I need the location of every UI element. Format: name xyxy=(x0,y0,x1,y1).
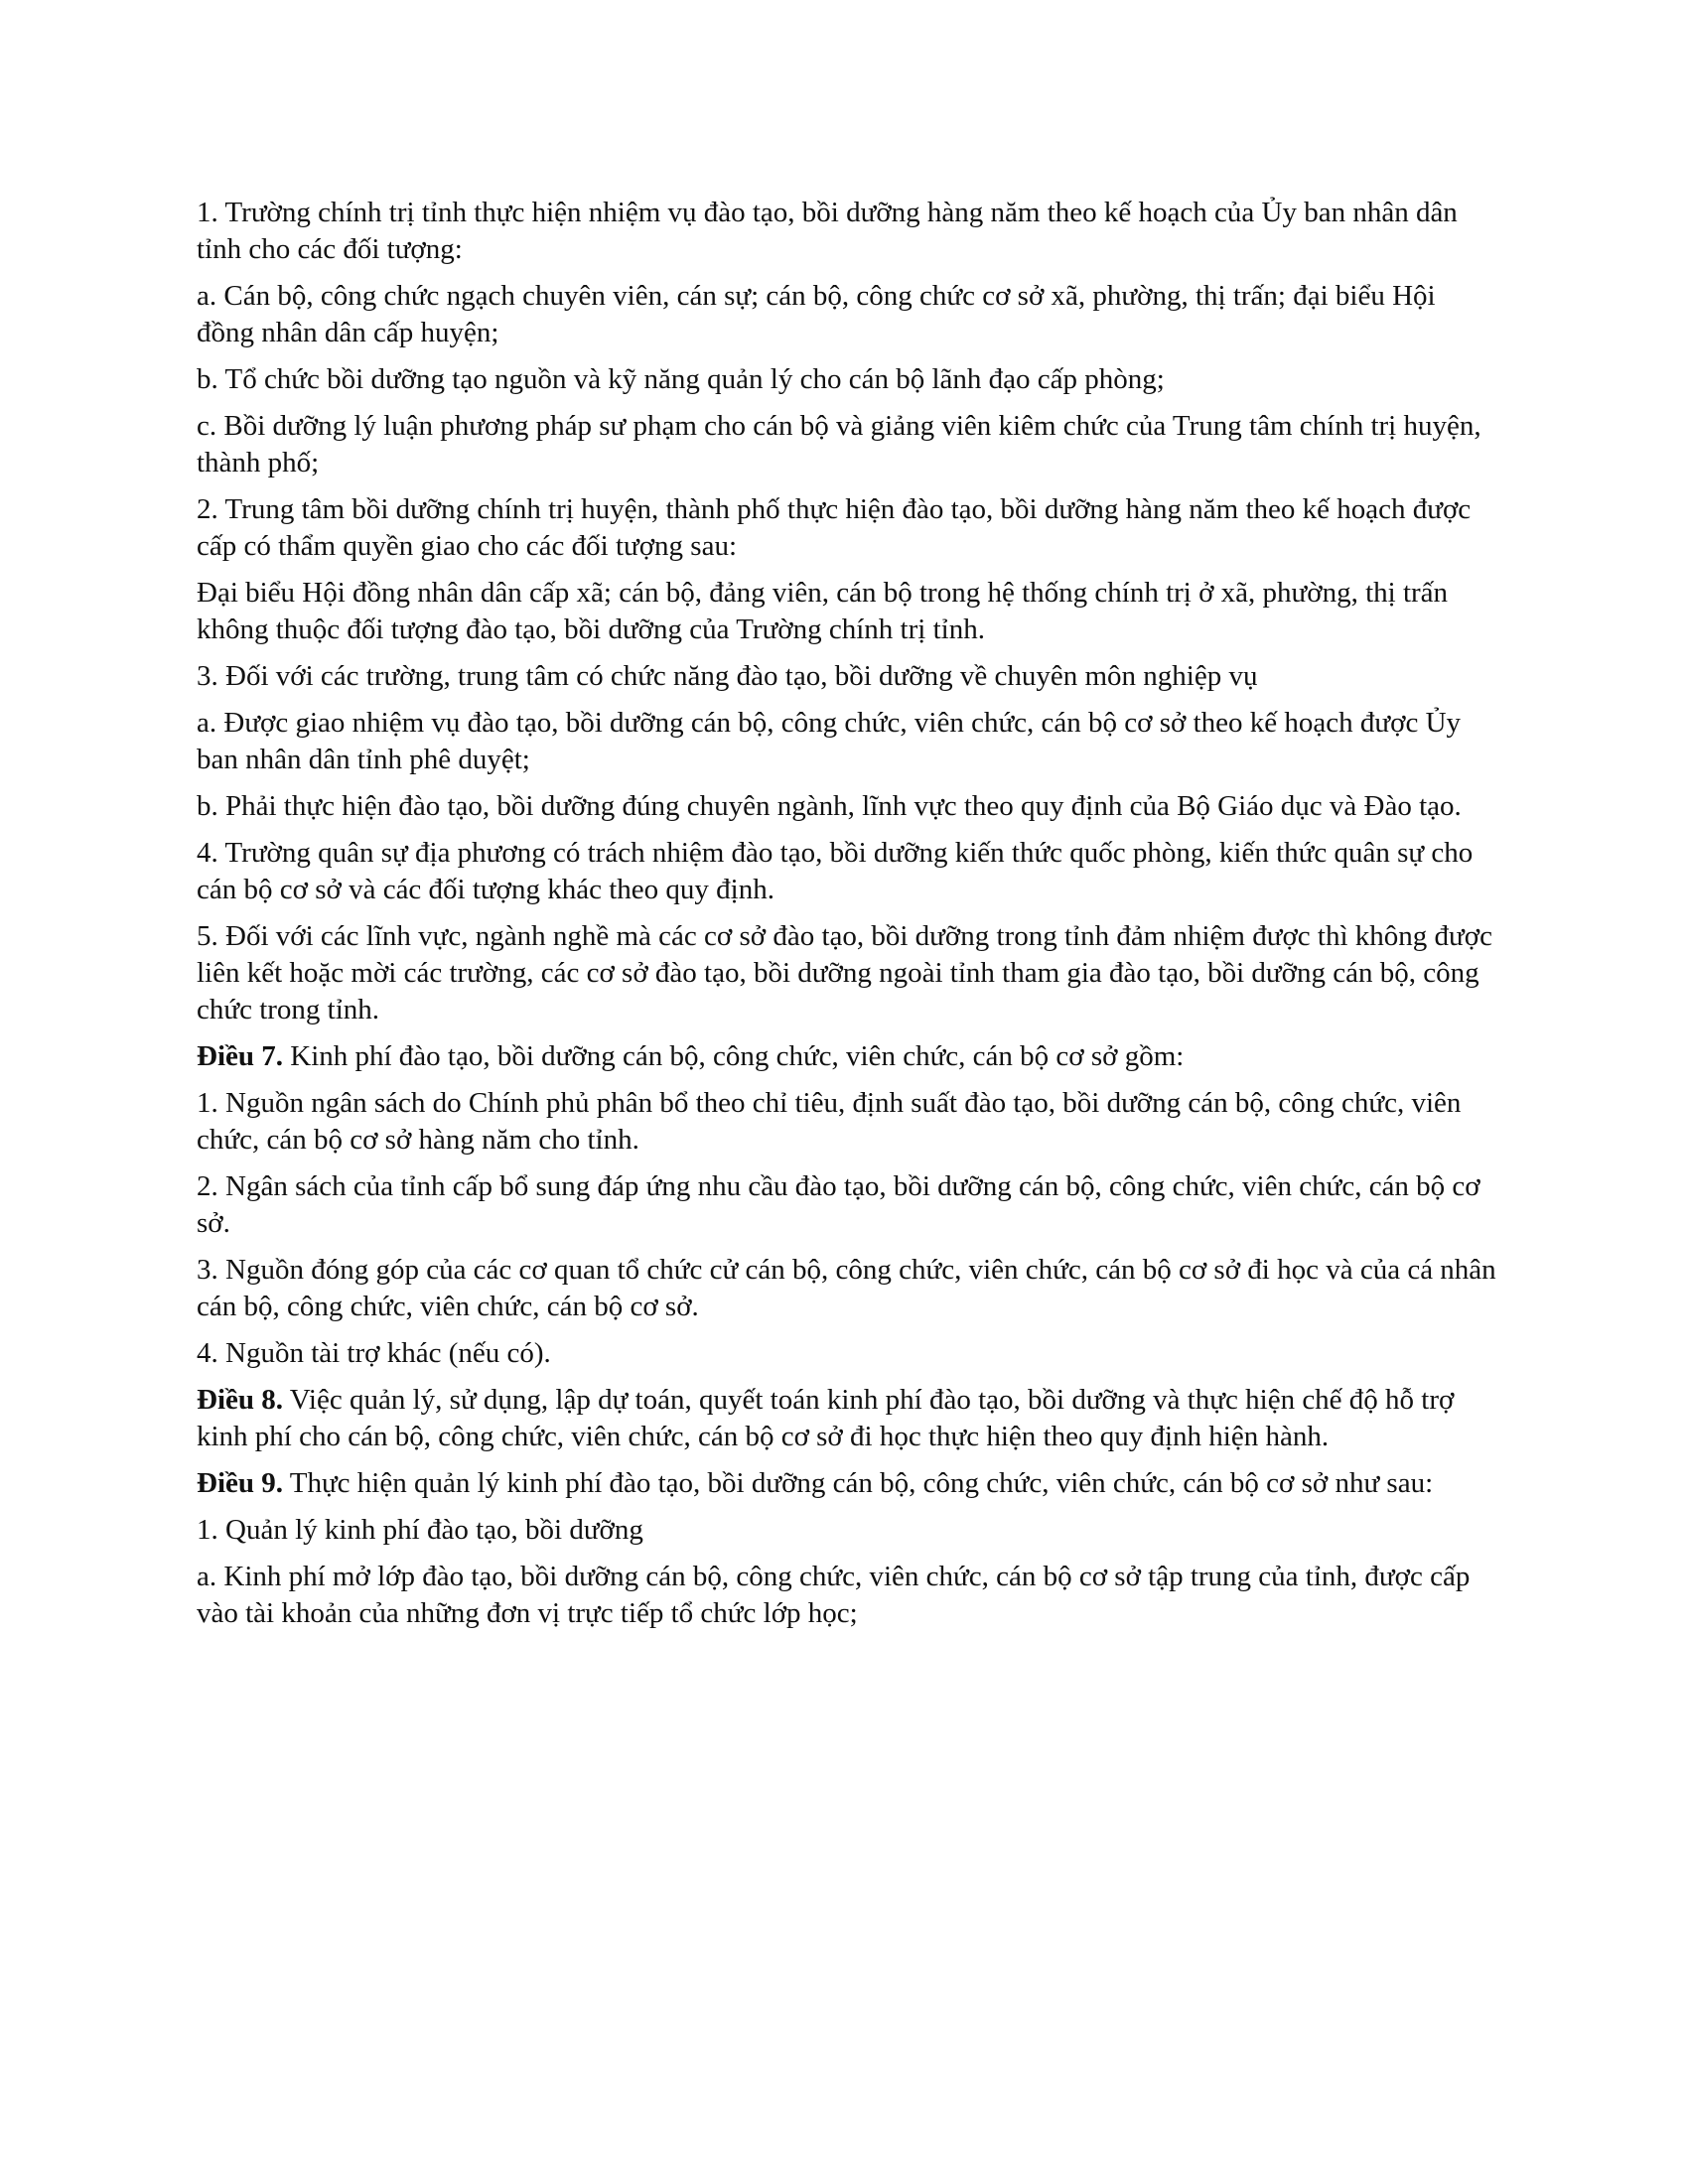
paragraph-14 xyxy=(197,1168,1497,1242)
article-7 xyxy=(197,1038,1497,1075)
paragraph-text: 4. Trường quân sự địa phương có trách nhiệm đào tạo, bồi dưỡng kiến thức quốc phòng, kiến thức quân sự cho cán bộ cơ sở và các đối tượng khác theo quy định. xyxy=(197,837,1474,905)
paragraph-13 xyxy=(197,1085,1497,1159)
paragraph-4 xyxy=(197,408,1497,481)
article-9 xyxy=(197,1465,1497,1502)
paragraph-5 xyxy=(197,491,1497,565)
paragraph-10 xyxy=(197,835,1497,908)
paragraph-text: b. Phải thực hiện đào tạo, bồi dưỡng đúng chuyên ngành, lĩnh vực theo quy định của Bộ Giáo dục và Đào tạo. xyxy=(197,790,1462,822)
paragraph-11 xyxy=(197,918,1497,1028)
paragraph-text: c. Bồi dưỡng lý luận phương pháp sư phạm cho cán bộ và giảng viên kiêm chức của Trung tâm chính trị huyện, thành phố; xyxy=(197,410,1481,478)
paragraph-8 xyxy=(197,705,1497,778)
paragraph-16 xyxy=(197,1335,1497,1372)
paragraph-text: Kinh phí đào tạo, bồi dưỡng cán bộ, công chức, viên chức, cán bộ cơ sở gồm: xyxy=(283,1040,1185,1072)
paragraph-text: 1. Trường chính trị tỉnh thực hiện nhiệm vụ đào tạo, bồi dưỡng hàng năm theo kế hoạch của Ủy ban nhân dân tỉnh cho các đối tượng: xyxy=(197,197,1458,265)
paragraph-text: 3. Đối với các trường, trung tâm có chức năng đào tạo, bồi dưỡng về chuyên môn nghiệp vụ xyxy=(197,660,1258,692)
paragraph-text: Việc quản lý, sử dụng, lập dự toán, quyết toán kinh phí đào tạo, bồi dưỡng và thực hiện chế độ hỗ trợ kinh phí cho cán bộ, công chức, viên chức, cán bộ cơ sở đi học thực hiện theo quy định hiện hành. xyxy=(197,1384,1455,1452)
paragraph-text: 1. Nguồn ngân sách do Chính phủ phân bổ theo chỉ tiêu, định suất đào tạo, bồi dưỡng cán bộ, công chức, viên chức, cán bộ cơ sở hàng năm cho tỉnh. xyxy=(197,1087,1462,1156)
paragraph-3 xyxy=(197,361,1497,398)
paragraph-text: a. Cán bộ, công chức ngạch chuyên viên, cán sự; cán bộ, công chức cơ sở xã, phường, thị trấn; đại biểu Hội đồng nhân dân cấp huyện; xyxy=(197,280,1436,348)
paragraph-text: Đại biểu Hội đồng nhân dân cấp xã; cán bộ, đảng viên, cán bộ trong hệ thống chính trị ở xã, phường, thị trấn không thuộc đối tượng đào tạo, bồi dưỡng của Trường chính trị tỉnh. xyxy=(197,577,1449,645)
paragraph-text: 3. Nguồn đóng góp của các cơ quan tổ chức cử cán bộ, công chức, viên chức, cán bộ cơ sở đi học và của cá nhân cán bộ, công chức, viên chức, cán bộ cơ sở. xyxy=(197,1254,1496,1322)
paragraph-text: 2. Trung tâm bồi dưỡng chính trị huyện, thành phố thực hiện đào tạo, bồi dưỡng hàng năm theo kế hoạch được cấp có thẩm quyền giao cho các đối tượng sau: xyxy=(197,493,1472,562)
paragraph-text: 4. Nguồn tài trợ khác (nếu có). xyxy=(197,1337,551,1369)
paragraph-9 xyxy=(197,788,1497,825)
paragraph-20 xyxy=(197,1559,1497,1632)
paragraph-15 xyxy=(197,1252,1497,1325)
paragraph-text: 2. Ngân sách của tỉnh cấp bổ sung đáp ứng nhu cầu đào tạo, bồi dưỡng cán bộ, công chức, viên chức, cán bộ cơ sở. xyxy=(197,1170,1480,1239)
document-page xyxy=(197,195,1497,1642)
paragraph-text: 1. Quản lý kinh phí đào tạo, bồi dưỡng xyxy=(197,1514,643,1546)
article-8 xyxy=(197,1382,1497,1455)
paragraph-1 xyxy=(197,195,1497,268)
article-label: Điều 7. xyxy=(197,1040,283,1072)
paragraph-7 xyxy=(197,658,1497,695)
paragraph-19 xyxy=(197,1512,1497,1549)
paragraph-text: b. Tổ chức bồi dưỡng tạo nguồn và kỹ năng quản lý cho cán bộ lãnh đạo cấp phòng; xyxy=(197,363,1165,395)
article-label: Điều 8. xyxy=(197,1384,283,1416)
paragraph-text: a. Được giao nhiệm vụ đào tạo, bồi dưỡng cán bộ, công chức, viên chức, cán bộ cơ sở theo kế hoạch được Ủy ban nhân dân tỉnh phê duyệt; xyxy=(197,707,1462,775)
article-label: Điều 9. xyxy=(197,1467,283,1499)
paragraph-6 xyxy=(197,575,1497,648)
paragraph-text: 5. Đối với các lĩnh vực, ngành nghề mà các cơ sở đào tạo, bồi dưỡng trong tỉnh đảm nhiệm được thì không được liên kết hoặc mời các trường, các cơ sở đào tạo, bồi dưỡng ngoài tỉnh tham gia đào tạo, bồi dưỡng cán bộ, công chức trong tỉnh. xyxy=(197,920,1492,1025)
paragraph-text: a. Kinh phí mở lớp đào tạo, bồi dưỡng cán bộ, công chức, viên chức, cán bộ cơ sở tập trung của tỉnh, được cấp vào tài khoản của những đơn vị trực tiếp tổ chức lớp học; xyxy=(197,1561,1471,1629)
paragraph-2 xyxy=(197,278,1497,351)
paragraph-text: Thực hiện quản lý kinh phí đào tạo, bồi dưỡng cán bộ, công chức, viên chức, cán bộ cơ sở như sau: xyxy=(283,1467,1434,1499)
